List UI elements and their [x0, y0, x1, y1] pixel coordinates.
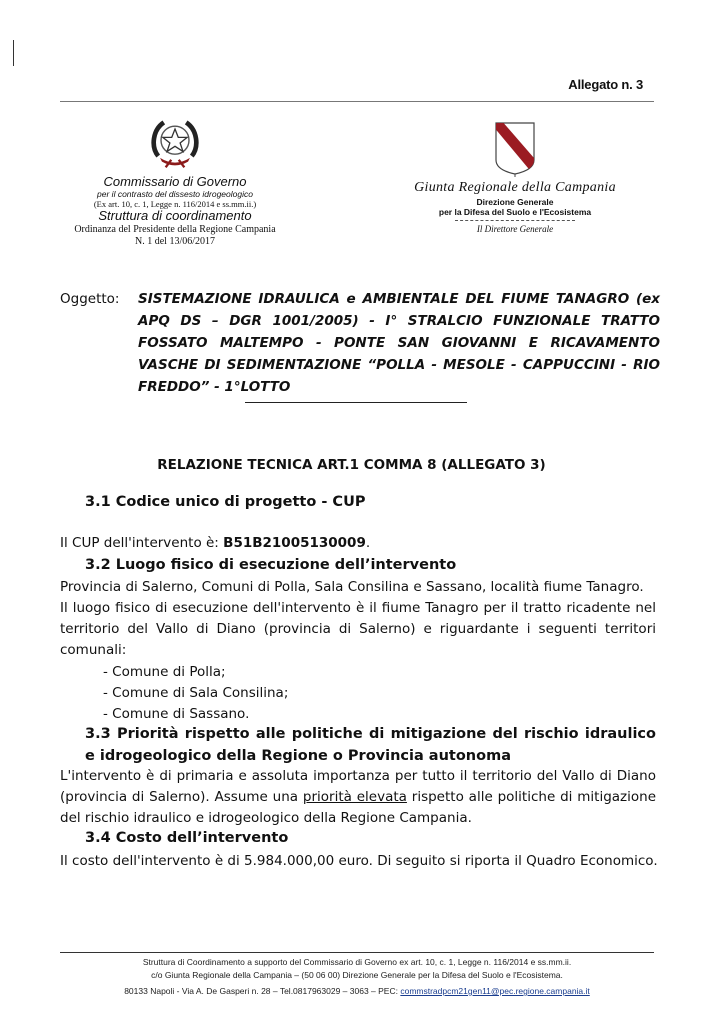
cup-code: B51B21005130009 — [223, 535, 366, 551]
priorita-elevata-underlined: priorità elevata — [302, 789, 407, 805]
list-item: - Comune di Sala Consilina; — [103, 685, 289, 701]
oggetto-text: SISTEMAZIONE IDRAULICA e AMBIENTALE DEL FIUME TANAGRO (ex APQ DS – DGR 1001/2005) - I° STRALCIO FUNZIONALE TRATTO FOSSATO MALTEMPO - PONTE SAN GIOVANNI E RICAVAMENTO VASCHE DI SEDIMENTAZIONE “POLLA - MESOLE - CAPPUCCINI - RIO FREDDO” - 1°LOTTO — [138, 291, 660, 395]
costo-paragraph: Il costo dell'intervento è di 5.984.000,00 euro. Di seguito si riporta il Quadro Economico. — [60, 853, 658, 869]
footer-line-3 — [60, 984, 654, 998]
section-3-4-heading: 3.4 Costo dell’intervento — [85, 830, 289, 846]
list-item: - Comune di Polla; — [103, 664, 226, 680]
cup-text-prefix: Il CUP dell'intervento è: — [60, 535, 224, 551]
signature-divider — [455, 220, 575, 221]
scan-mark — [13, 40, 14, 66]
commissario-law-ref: (Ex art. 10, c. 1, Legge n. 116/2014 e ss.mm.ii.) — [93, 198, 257, 209]
luogo-paragraph-2: Il luogo fisico di esecuzione dell'intervento è il fiume Tanagro per il tratto ricadente nel territorio del Vallo di Diano (provincia di Salerno) e riguardante i seguenti territori comunali: — [60, 600, 656, 658]
commissario-title: Commissario di Governo — [103, 174, 247, 189]
commissario-header — [60, 115, 290, 247]
allegato-label: Allegato n. 3 — [568, 77, 643, 92]
header-divider — [60, 101, 654, 102]
oggetto-divider — [245, 402, 467, 403]
document-title: RELAZIONE TECNICA ART.1 COMMA 8 (ALLEGATO 3) — [157, 457, 546, 473]
footer-line-2: c/o Giunta Regionale della Campania – (50 06 00) Direzione Generale per la Difesa del Suolo e l'Ecosistema. — [151, 970, 563, 980]
italian-republic-emblem-icon — [147, 115, 203, 171]
comuni-list — [103, 662, 288, 725]
oggetto-label: Oggetto: — [60, 291, 120, 307]
priorita-text-b: rispetto alle politiche di mitigazione del rischio idraulico e idrogeologico della Regione Campania. — [60, 789, 656, 826]
list-item: - Comune di Sassano. — [103, 706, 250, 722]
giunta-regionale-title: Giunta Regionale della Campania — [414, 180, 616, 195]
section-3-1-heading: 3.1 Codice unico di progetto - CUP — [85, 494, 366, 510]
direzione-subtitle: per la Difesa del Suolo e l'Ecosistema — [438, 206, 592, 217]
oggetto-block — [60, 288, 660, 398]
footer-address: 80133 Napoli - Via A. De Gasperi n. 28 – Tel.0817963029 – 3063 – PEC: — [124, 986, 401, 996]
ordinanza-line: Ordinanza del Presidente della Regione Campania — [74, 224, 276, 236]
commissario-subtitle: per il contrasto del dissesto idrogeologico — [97, 188, 253, 199]
footer-divider — [60, 952, 654, 953]
ordinanza-number: N. 1 del 13/06/2017 — [135, 235, 215, 247]
priorita-text-a: L'intervento è di primaria e assoluta importanza per tutto il territorio del Vallo di Diano (provincia di Salerno). Assume una — [60, 768, 656, 805]
section-3-3-heading: 3.3 Priorità rispetto alle politiche di mitigazione del rischio idraulico e idrogeologico della Regione o Provincia autonoma — [85, 726, 656, 764]
direzione-generale: Direzione Generale — [476, 196, 554, 207]
pec-email-link[interactable]: commstradpcm21gen11@pec.regione.campania.it — [400, 986, 590, 996]
struttura-title: Struttura di coordinamento — [98, 208, 252, 224]
campania-shield-icon — [493, 120, 537, 178]
cup-text-suffix: . — [365, 535, 371, 551]
regione-header — [395, 120, 635, 235]
priorita-paragraph — [60, 766, 656, 829]
cup-paragraph — [60, 533, 370, 554]
direttore-signature-label: Il Direttore Generale — [476, 224, 554, 235]
footer-line-1: Struttura di Coordinamento a supporto del Commissario di Governo ex art. 10, c. 1, Legge n. 116/2014 e ss.mm.ii. — [142, 957, 572, 967]
section-3-2-heading: 3.2 Luogo fisico di esecuzione dell’intervento — [85, 557, 457, 573]
luogo-paragraph-1: Provincia di Salerno, Comuni di Polla, Sala Consilina e Sassano, località fiume Tanagro. — [60, 579, 644, 595]
